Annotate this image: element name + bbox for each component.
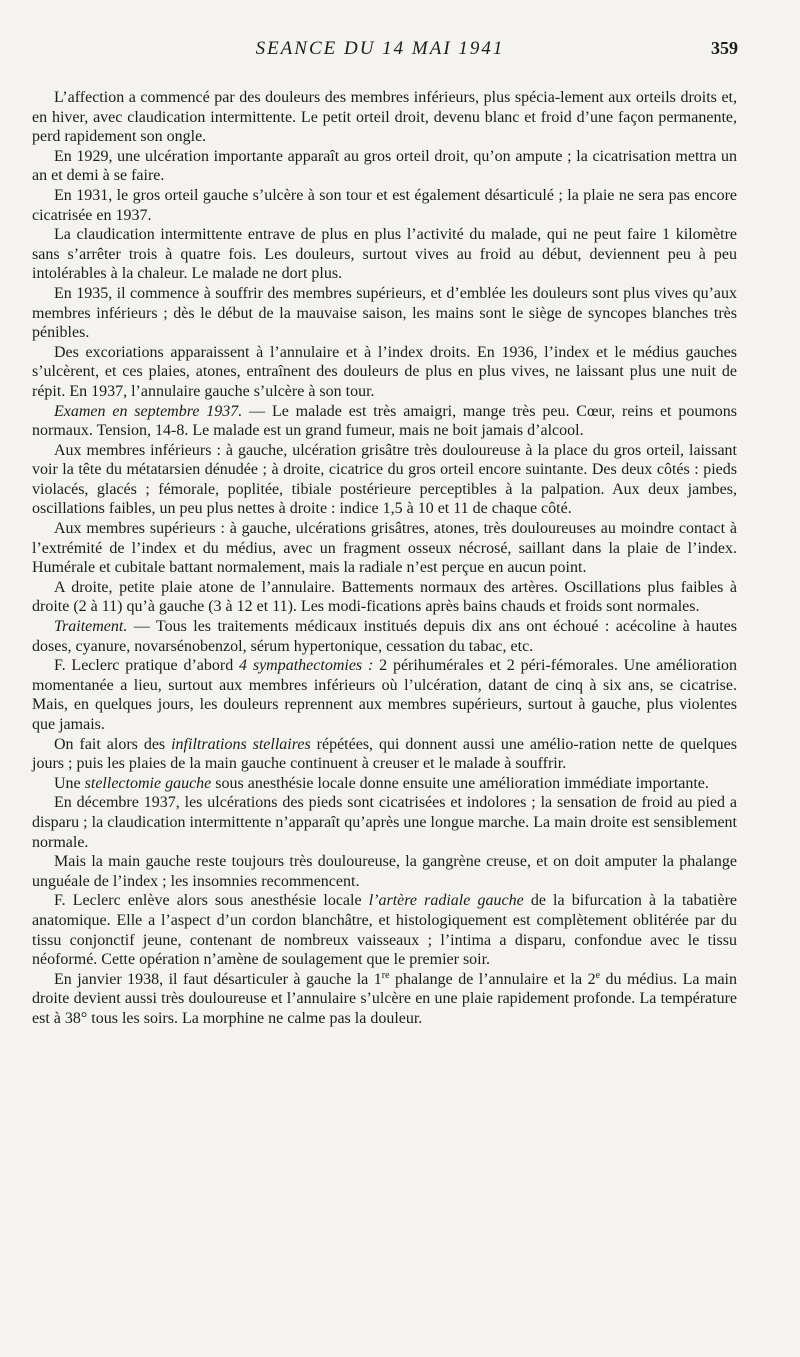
paragraph-text: En 1935, il commence à souffrir des membres supérieurs, et d’emblée les douleurs sont plus vives qu’aux membres inférieurs ; dès le début de la mauvaise saison, les mains sont le siège de syncopes blanches très pénibles.	[32, 284, 737, 342]
paragraph-text: F. Leclerc enlève alors sous anesthésie locale	[54, 892, 369, 910]
paragraph	[32, 735, 737, 774]
emphasis-text: stellectomie gauche	[84, 774, 212, 792]
paragraph-text: A droite, petite plaie atone de l’annulaire. Battements normaux des artères. Oscillations plus faibles à droite (2 à 11) qu’à gauche (3 à 12 et 11). Les modi-fications après bains chauds et froids sont normales.	[32, 578, 737, 616]
paragraph-text: Aux membres supérieurs : à gauche, ulcérations grisâtres, atones, très douloureuses au moindre contact à l’extrémité de l’index et du médius, avec un fragment osseux nécrosé, saillant dans la plaie de l’index. Humérale et cubitale battant normalement, mais la radiale n’est perçue en aucun point.	[32, 520, 737, 577]
paragraph	[32, 891, 737, 969]
paragraph-text: du médius. La main droite devient aussi très douloureuse et l’annulaire s’ulcère en une plaie rapidement profonde. La température est à 38° tous les soirs. La morphine ne calme pas la douleur.	[32, 970, 737, 1027]
paragraph-text: Aux membres inférieurs : à gauche, ulcération grisâtre très douloureuse à la place du gros orteil, laissant voir la tête du métatarsien dénudée ; à droite, cicatrice du gros orteil encore suintante. Des deux côtés : pieds violacés, glacés ; fémorale, poplitée, tibiale postérieure perceptibles à la palpation. Aux deux jambes, oscillations faibles, un peu plus nettes à droite : indice 1,5 à 10 et 11 de chaque côté.	[32, 441, 737, 518]
emphasis-text: 4 sympathectomies :	[239, 657, 374, 675]
paragraph	[32, 225, 737, 284]
running-title: SEANCE DU 14 MAI 1941	[255, 38, 505, 59]
paragraph-text: phalange de l’annulaire et la 2	[389, 970, 596, 988]
paragraph-text: de la bifurcation à la tabatière anatomique. Elle a l’aspect d’un cordon blanchâtre, et histologiquement est complètement oblitérée par du tissu conjonctif jeune, contenant de nombreux vaisseaux ; l’intima a disparu, confondue avec le tissu néoformé. Cette opération n’amène de soulagement que le premier soir.	[32, 892, 738, 969]
paragraph	[32, 519, 737, 578]
paragraph-text: En 1929, une ulcération importante apparaît au gros orteil droit, qu’on ampute ; la cicatrisation mettra un an et demi à se faire.	[32, 147, 737, 185]
paragraph	[32, 774, 737, 794]
paragraph	[32, 441, 737, 519]
paragraph-text: F. Leclerc pratique d’abord	[54, 657, 240, 675]
paragraph-text: Mais la main gauche reste toujours très douloureuse, la gangrène creuse, et on doit amputer la phalange unguéale de l’index ; les insomnies recommencent.	[32, 853, 737, 890]
paragraph-text: 2 périhumérales et 2 péri-fémorales. Une amélioration momentanée a lieu, surtout aux membres inférieurs où l’ulcération, datant de cinq à six ans, se cicatrise. Mais, en quelques jours, les douleurs reprennent aux membres supérieurs, surtout à gauche, plus violentes que jamais.	[32, 657, 738, 733]
page-number: 359	[711, 38, 738, 58]
paragraph	[32, 617, 737, 656]
paragraph	[32, 656, 737, 734]
paragraph	[32, 186, 737, 225]
paragraph-text: sous anesthésie locale donne ensuite une amélioration immédiate importante.	[211, 774, 709, 792]
superscript-text: e	[595, 969, 601, 981]
emphasis-text: l’artère radiale gauche	[368, 892, 524, 910]
paragraph-text: — Le malade est très amaigri, mange très peu. Cœur, reins et poumons normaux. Tension, 14-8. Le malade est un grand fumeur, mais ne boit jamais d’alcool.	[32, 402, 737, 440]
paragraph	[32, 852, 737, 891]
paragraph-text: Des excoriations apparaissent à l’annulaire et à l’index droits. En 1936, l’index et le médius gauches s’ulcèrent, et ces plaies, atones, entraînent des douleurs de plus en plus vives, ne laissant plus une nuit de répit. En 1937, l’annulaire gauche s’ulcère à son tour.	[32, 343, 737, 400]
page-header	[0, 38, 800, 66]
paragraph	[32, 88, 737, 147]
paragraph	[32, 970, 737, 1029]
emphasis-text: Traitement.	[54, 618, 128, 636]
body-text	[32, 88, 737, 1029]
superscript-text: re	[381, 969, 390, 981]
paragraph-text: Une	[54, 774, 85, 792]
paragraph-text: L’affection a commencé par des douleurs des membres inférieurs, plus spécia-lement aux orteils droits et, en hiver, avec claudication intermittente. Le petit orteil droit, devenu blanc et froid d’une façon permanente, perd rapidement son ongle.	[32, 89, 737, 146]
paragraph	[32, 147, 737, 186]
emphasis-text: infiltrations stellaires	[171, 735, 311, 753]
paragraph-text: En 1931, le gros orteil gauche s’ulcère à son tour et est également désarticulé ; la plaie ne sera pas encore cicatrisée en 1937.	[32, 186, 737, 224]
paragraph-text: — Tous les traitements médicaux institués depuis dix ans ont échoué : acécoline à hautes doses, cyanure, novarsénobenzol, sérum hypertonique, cessation du tabac, etc.	[32, 618, 737, 655]
paragraph-text: En décembre 1937, les ulcérations des pieds sont cicatrisées et indolores ; la sensation de froid au pied a disparu ; la claudication intermittente n’apparaît qu’après une longue marche. La main droite est sensiblement normale.	[32, 794, 737, 851]
paragraph	[32, 578, 737, 617]
paragraph	[32, 343, 737, 402]
paragraph-text: On fait alors des	[54, 735, 172, 753]
paragraph	[32, 284, 737, 343]
paragraph-text: La claudication intermittente entrave de plus en plus l’activité du malade, qui ne peut faire 1 kilomètre sans s’arrêter trois à quatre fois. Les douleurs, surtout vives au froid au début, deviennent peu à peu intolérables à la chaleur. Le malade ne dort plus.	[32, 226, 737, 283]
emphasis-text: Examen en septembre 1937.	[54, 402, 243, 420]
paragraph-text: répétées, qui donnent aussi une amélio-ration nette de quelques jours ; puis les plaies de la main gauche continuent à creuser et le malade à souffrir.	[32, 735, 737, 773]
paragraph	[32, 402, 737, 441]
paragraph-text: En janvier 1938, il faut désarticuler à gauche la 1	[54, 970, 382, 988]
paragraph	[32, 793, 737, 852]
